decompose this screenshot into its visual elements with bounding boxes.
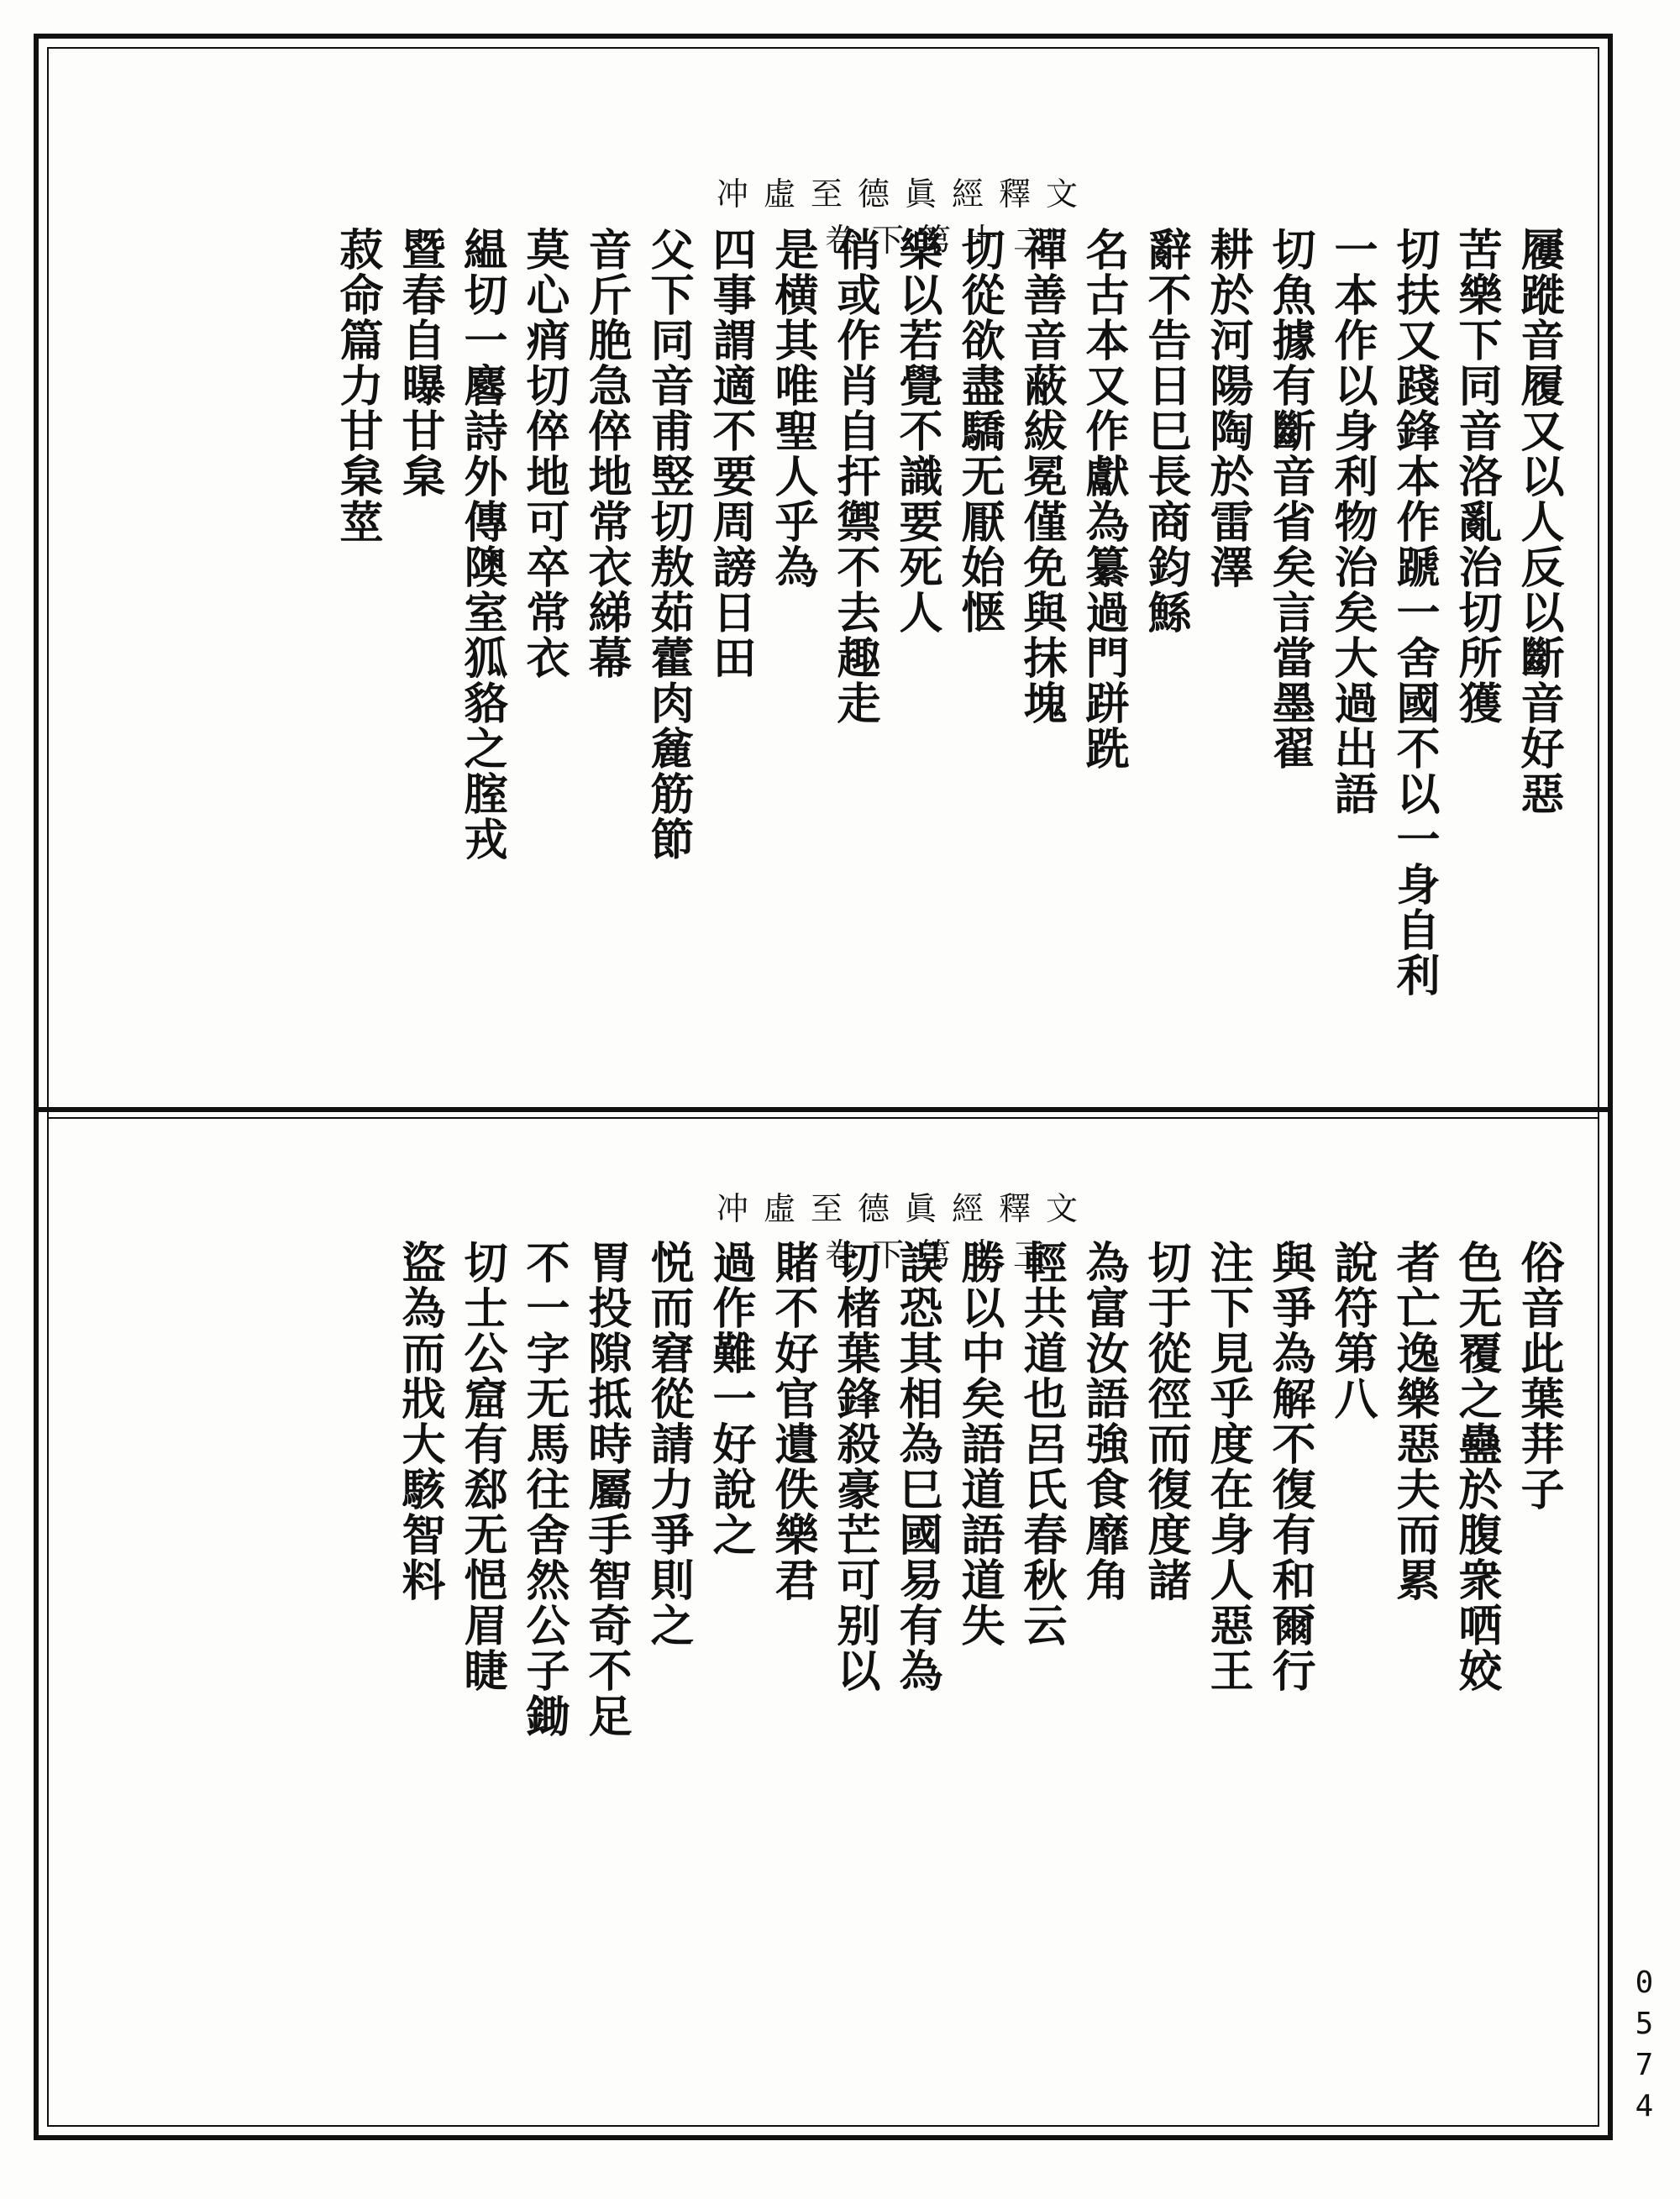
text-column: 過作難一好說之 <box>705 1240 756 1557</box>
text-column: 胃投隙抵時屬手智奇不足 <box>580 1240 632 1739</box>
text-column: 誤恐其相為巳國易有為 <box>891 1240 942 1693</box>
text-column: 菽命篇力甘枲莖 <box>332 227 383 544</box>
text-column: 莫心痟切倅地可卒常衣 <box>518 227 570 680</box>
text-column: 音斤脃急倅地常衣綈幕 <box>580 227 632 680</box>
page-divider <box>34 1107 1613 1112</box>
text-column: 切從欲盡驕无厭始惬 <box>953 227 1005 635</box>
top-header-fold: 卷下第十二 <box>824 222 1060 259</box>
text-column: 禪善音蔽紱冕僅免與抹塊 <box>1016 227 1067 726</box>
text-column: 是横其唯聖人乎為 <box>767 227 818 590</box>
text-column: 耕於河陽陶於雷澤 <box>1202 227 1253 590</box>
text-column: 俏或作肖自扞禦不去趣走 <box>829 227 880 726</box>
text-column: 樂以若覺不識要死人 <box>891 227 942 635</box>
text-column: 俗音此葉荓子 <box>1513 1240 1564 1512</box>
text-column: 輕共道也呂氏春秋云 <box>1016 1240 1067 1648</box>
text-column: 色无覆之蠱於腹衆哂姣 <box>1451 1240 1502 1693</box>
text-column: 切魚據有斷音省矣言當墨翟 <box>1264 227 1315 771</box>
text-column: 切士公窟有郄无悒眉睫 <box>456 1240 507 1693</box>
text-column: 父下同音甫竪切敖茹藿肉麄筋節 <box>643 227 694 862</box>
text-column: 切楮葉鋒殺豪芒可别以 <box>829 1240 880 1693</box>
text-column: 一本作以身利物治矣大過出語 <box>1326 227 1378 816</box>
text-column: 暨春自曝甘枲 <box>394 227 445 499</box>
text-column: 說符第八 <box>1326 1240 1378 1421</box>
text-column: 四事謂適不要周謗日田 <box>705 227 756 680</box>
text-column: 苦樂下同音洛亂治切所獲 <box>1451 227 1502 726</box>
bottom-header-fold: 卷下第十三 <box>824 1236 1060 1273</box>
text-column: 盜為而戕大駭智料 <box>394 1240 445 1603</box>
text-column: 辭不告日巳長商鈞鯀 <box>1140 227 1191 635</box>
text-column: 名古本又作獻為纂過門跰跣 <box>1078 227 1129 771</box>
text-column: 注下見乎度在身人惡王 <box>1202 1240 1253 1693</box>
text-column: 屨蹝音履又以人反以斷音好惡 <box>1513 227 1564 816</box>
top-page <box>60 59 1586 1097</box>
top-text-columns <box>326 227 1569 1075</box>
text-column: 切扶又踐鋒本作蹏一舍國不以一身自利 <box>1389 227 1440 998</box>
text-column: 勝以中矣語道語道失 <box>953 1240 1005 1648</box>
text-column: 者亡逸樂惡夫而累 <box>1389 1240 1440 1603</box>
bottom-header-title: 冲虛至德眞經釋文 <box>716 1190 1093 1227</box>
page-number: 0574 <box>1627 1965 1662 2130</box>
text-column: 不一字无馬往舍然公子鋤 <box>518 1240 570 1739</box>
text-column: 賭不好官遺佚樂君 <box>767 1240 818 1603</box>
text-column: 悦而窘從請力爭則之 <box>643 1240 694 1648</box>
text-column: 與爭為解不復有和爾行 <box>1264 1240 1315 1693</box>
text-column: 切于從徑而復度諸 <box>1140 1240 1191 1603</box>
text-column: 緼切一麔詩外傳隩室狐貉之腟戎 <box>456 227 507 862</box>
page-divider-thin <box>47 1117 1599 1119</box>
text-column: 為富汝語強食靡角 <box>1078 1240 1129 1603</box>
top-header-title: 冲虛至德眞經釋文 <box>716 176 1093 213</box>
bottom-page <box>60 1129 1586 2128</box>
bottom-text-columns <box>388 1240 1569 2113</box>
